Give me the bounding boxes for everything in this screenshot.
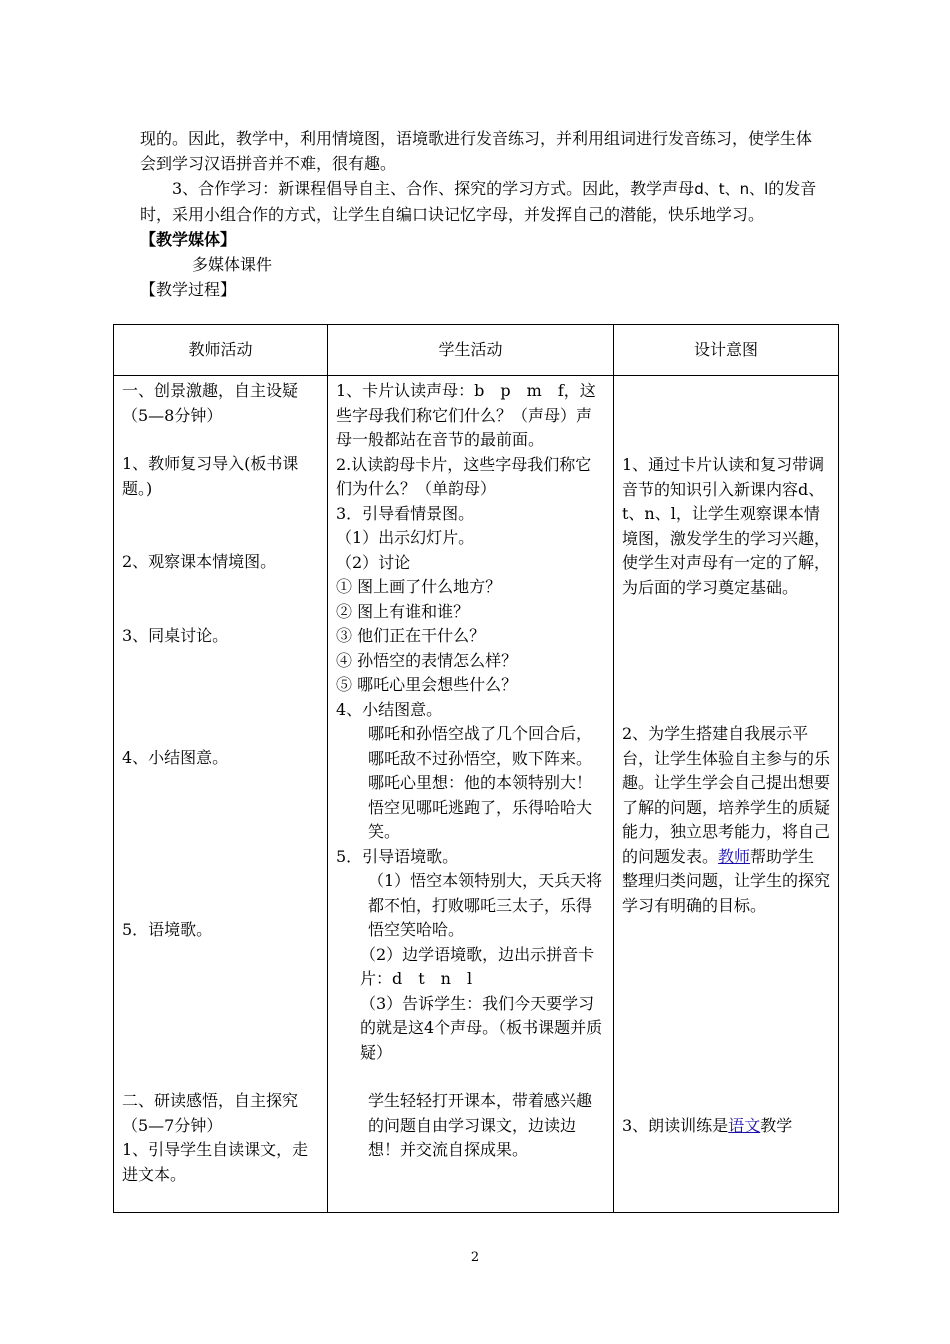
table-header-row (114, 325, 839, 376)
header-design: 设计意图 (614, 325, 839, 376)
teacher-item: 二、研读感悟，自主探究（5—7分钟） (122, 1091, 299, 1135)
page-number: 2 (470, 1250, 480, 1265)
design-item: 1、通过卡片认读和复习带调音节的知识引入新课内容d、t、n、l，让学生观察课本情境图，激发学生的学习兴趣，使学生对声母有一定的了解，为后面的学习奠定基础。 (622, 455, 831, 597)
process-heading: 【教学过程】 (140, 280, 237, 299)
student-item: ⑤ 哪吒心里会想些什么？ (336, 675, 518, 694)
header-teacher: 教师活动 (114, 325, 328, 376)
design-item: 2、为学生搭建自我展示平台，让学生体验自主参与的乐趣。让学生学会自己提出想要了解的问题，培养学生的质疑能力，独立思考能力，将自己的问题发表。教师帮助学生整理归类问题，让学生的探究学习有明确的目标。 (622, 724, 831, 915)
design-cell (614, 376, 839, 1213)
chinese-link[interactable]: 语文 (728, 1116, 761, 1135)
teacher-item: 5．语境歌。 (122, 919, 213, 939)
teacher-item: 一、创景激趣，自主设疑（5—8分钟） (122, 381, 299, 425)
media-text: 多媒体课件 (192, 255, 273, 274)
student-item: 2.认读韵母卡片，这些字母我们称它们为什么？（单韵母） (336, 454, 592, 498)
teacher-item: 4、小结图意。 (122, 748, 229, 767)
intro-paragraph-1: 现的。因此，教学中，利用情境图，语境歌进行发音练习，并利用组词进行发音练习，使学生体会到学习汉语拼音并不难，很有趣。 (140, 129, 813, 173)
teacher-item: 2、观察课本情境图。 (122, 552, 277, 571)
p2-start: 3、合作学习：新课程倡导自主、合作、探究的学习方式。因此，教学声母 (172, 179, 695, 198)
media-heading: 【教学媒体】 (140, 230, 237, 249)
student-item: （1）悟空本领特别大，天兵天将都不怕，打败哪吒三太子，乐得悟空笑哈哈。 (368, 871, 603, 939)
student-item: （3）告诉学生：我们今天要学习的就是这4个声母。（板书课题并质疑） (360, 993, 603, 1062)
student-item: 3．引导看情景图。 (336, 503, 475, 523)
lesson-process-table (113, 324, 839, 1213)
intro-section (140, 126, 820, 302)
student-item: 5．引导语境歌。 (336, 846, 459, 866)
teacher-link[interactable]: 教师 (718, 846, 751, 866)
intro-paragraph-2 (140, 176, 820, 227)
student-item: 1、卡片认读声母：b p m f，这些字母我们称它们什么？（声母）声母一般都站在音节的最前面。 (336, 381, 596, 449)
teacher-item: 1、引导学生自读课文，走进文本。 (122, 1140, 309, 1184)
teacher-cell (114, 376, 328, 1213)
student-item: （2）讨论 (336, 552, 411, 572)
student-item: （1）出示幻灯片。 (336, 528, 475, 547)
student-item: ④ 孙悟空的表情怎么样？ (336, 650, 518, 670)
student-item: 哪吒和孙悟空战了几个回合后，哪吒敌不过孙悟空，败下阵来。哪吒心里想：他的本领特别大！悟空见哪吒逃跑了，乐得哈哈大笑。 (368, 724, 593, 841)
teacher-item: 1、教师复习导入(板书课题。) (122, 454, 299, 498)
student-item: ③ 他们正在干什么？ (336, 626, 486, 645)
design-item: 3、朗读训练是语文教学 (622, 1116, 793, 1135)
student-item: 学生轻轻打开课本，带着感兴趣的问题自由学习课文，边读边想！并交流自探成果。 (368, 1091, 593, 1159)
student-item: （2）边学语境歌，边出示拼音卡片：d t n l (360, 944, 595, 988)
student-item: ② 图上有谁和谁？ (336, 601, 470, 621)
student-item: 4、小结图意。 (336, 699, 443, 719)
p2-end: 的发音时，采用小组合作的方式，让学生自编口诀记忆字母，并发挥自己的潜能，快乐地学习。 (140, 179, 817, 224)
p2-letters: d、t、n、l (694, 180, 769, 198)
student-cell (328, 376, 614, 1213)
teacher-item: 3、同桌讨论。 (122, 625, 229, 645)
header-student: 学生活动 (328, 325, 614, 376)
table-row (114, 376, 839, 1213)
student-item: ① 图上画了什么地方？ (336, 577, 502, 596)
